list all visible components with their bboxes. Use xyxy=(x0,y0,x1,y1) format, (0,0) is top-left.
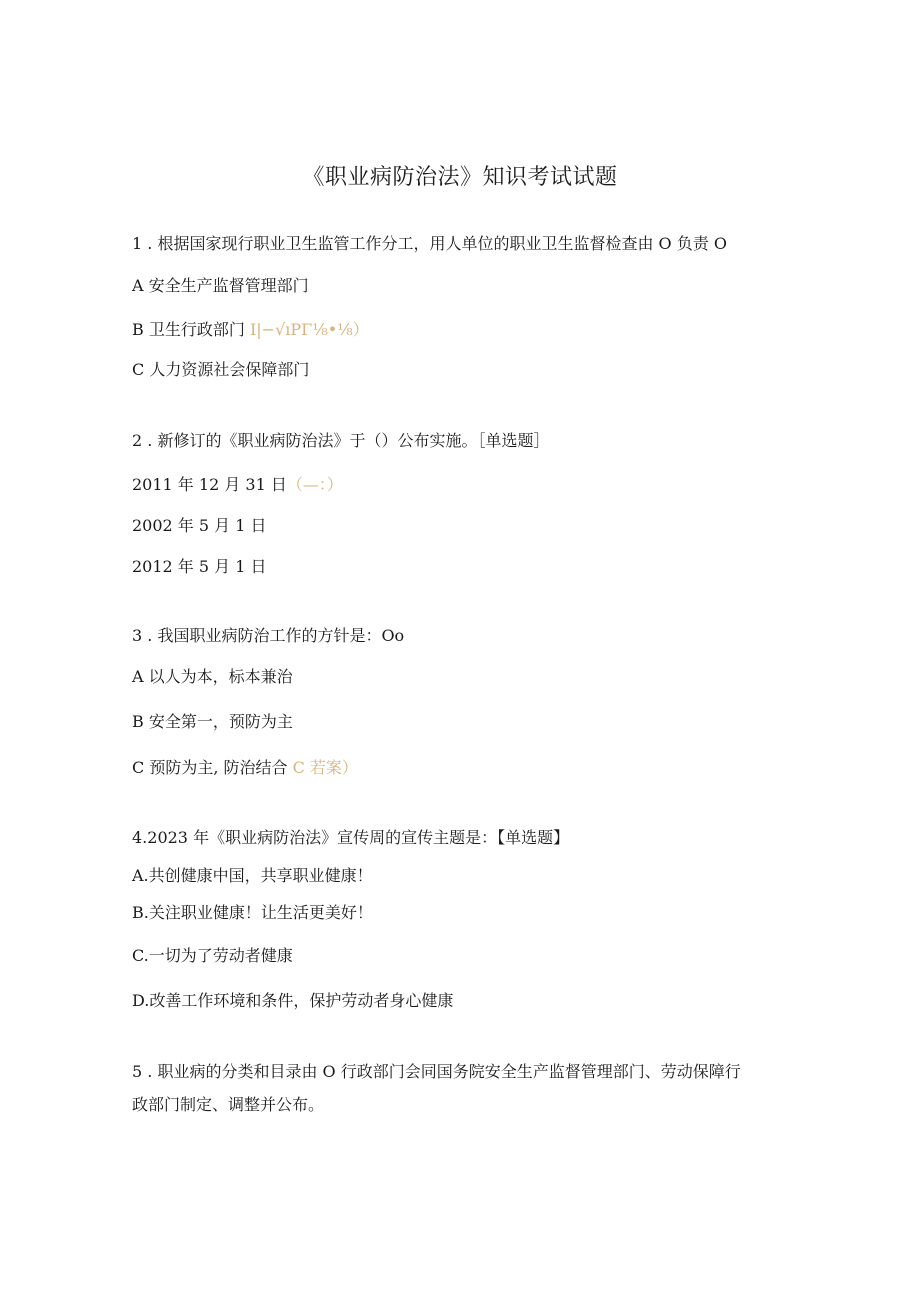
question-4-option-b xyxy=(132,903,373,923)
question-4-option-a xyxy=(132,866,373,886)
question-1-option-b xyxy=(132,320,369,340)
question-3-stem: 3 . 我国职业病防治工作的方针是：Oo xyxy=(132,626,405,645)
question-5-stem-continued: 政部门制定、调整并公布。 xyxy=(132,1095,325,1114)
question-3-option-c xyxy=(132,758,358,778)
option-text: 2002 年 5 月 1 日 xyxy=(132,516,267,535)
option-text: C.一切为了劳动者健康 xyxy=(132,946,293,965)
question-1-stem: 1 . 根据国家现行职业卫生监管工作分工，用人单位的职业卫生监督检查由 O 负责 O xyxy=(132,234,727,253)
option-text: A 以人为本，标本兼治 xyxy=(132,667,293,686)
answer-mark: （—：） xyxy=(286,475,343,494)
option-text: 2012 年 5 月 1 日 xyxy=(132,557,267,576)
option-text: D.改善工作环境和条件，保护劳动者身心健康 xyxy=(132,991,454,1010)
question-4-option-c xyxy=(132,946,293,966)
question-4-stem: 4.2023 年《职业病防治法》宣传周的宣传主题是：【单选题】 xyxy=(132,828,570,847)
option-text: C 预防为主, 防治结合 xyxy=(132,758,288,777)
question-3-option-b xyxy=(132,712,293,732)
question-1-option-a xyxy=(132,276,309,296)
answer-mark: C 若案） xyxy=(287,758,358,777)
option-text: 2011 年 12 月 31 日 xyxy=(132,475,287,494)
question-1-option-c xyxy=(132,360,309,380)
question-2-option-3 xyxy=(132,557,267,577)
option-text: B 安全第一，预防为主 xyxy=(132,712,293,731)
option-text: A 安全生产监督管理部门 xyxy=(132,276,309,295)
option-text: B 卫生行政部门 xyxy=(132,320,245,339)
question-2-option-2 xyxy=(132,516,267,536)
option-text: A.共创健康中国，共享职业健康！ xyxy=(132,866,373,885)
question-2-stem: 2 . 新修订的《职业病防治法》于（）公布实施。［单选题］ xyxy=(132,431,550,450)
question-3-option-a xyxy=(132,667,293,687)
option-text: B.关注职业健康！让生活更美好！ xyxy=(132,903,373,922)
answer-mark: I|−√ıPΓ⅛•⅛） xyxy=(244,320,369,339)
question-4-option-d xyxy=(132,991,453,1011)
document-title: 《职业病防治法》知识考试试题 xyxy=(302,165,618,190)
question-5-stem: 5 . 职业病的分类和目录由 O 行政部门会同国务院安全生产监督管理部门、劳动保障行 xyxy=(132,1062,741,1081)
option-text: C 人力资源社会保障部门 xyxy=(132,360,310,379)
question-2-option-1 xyxy=(132,475,343,495)
